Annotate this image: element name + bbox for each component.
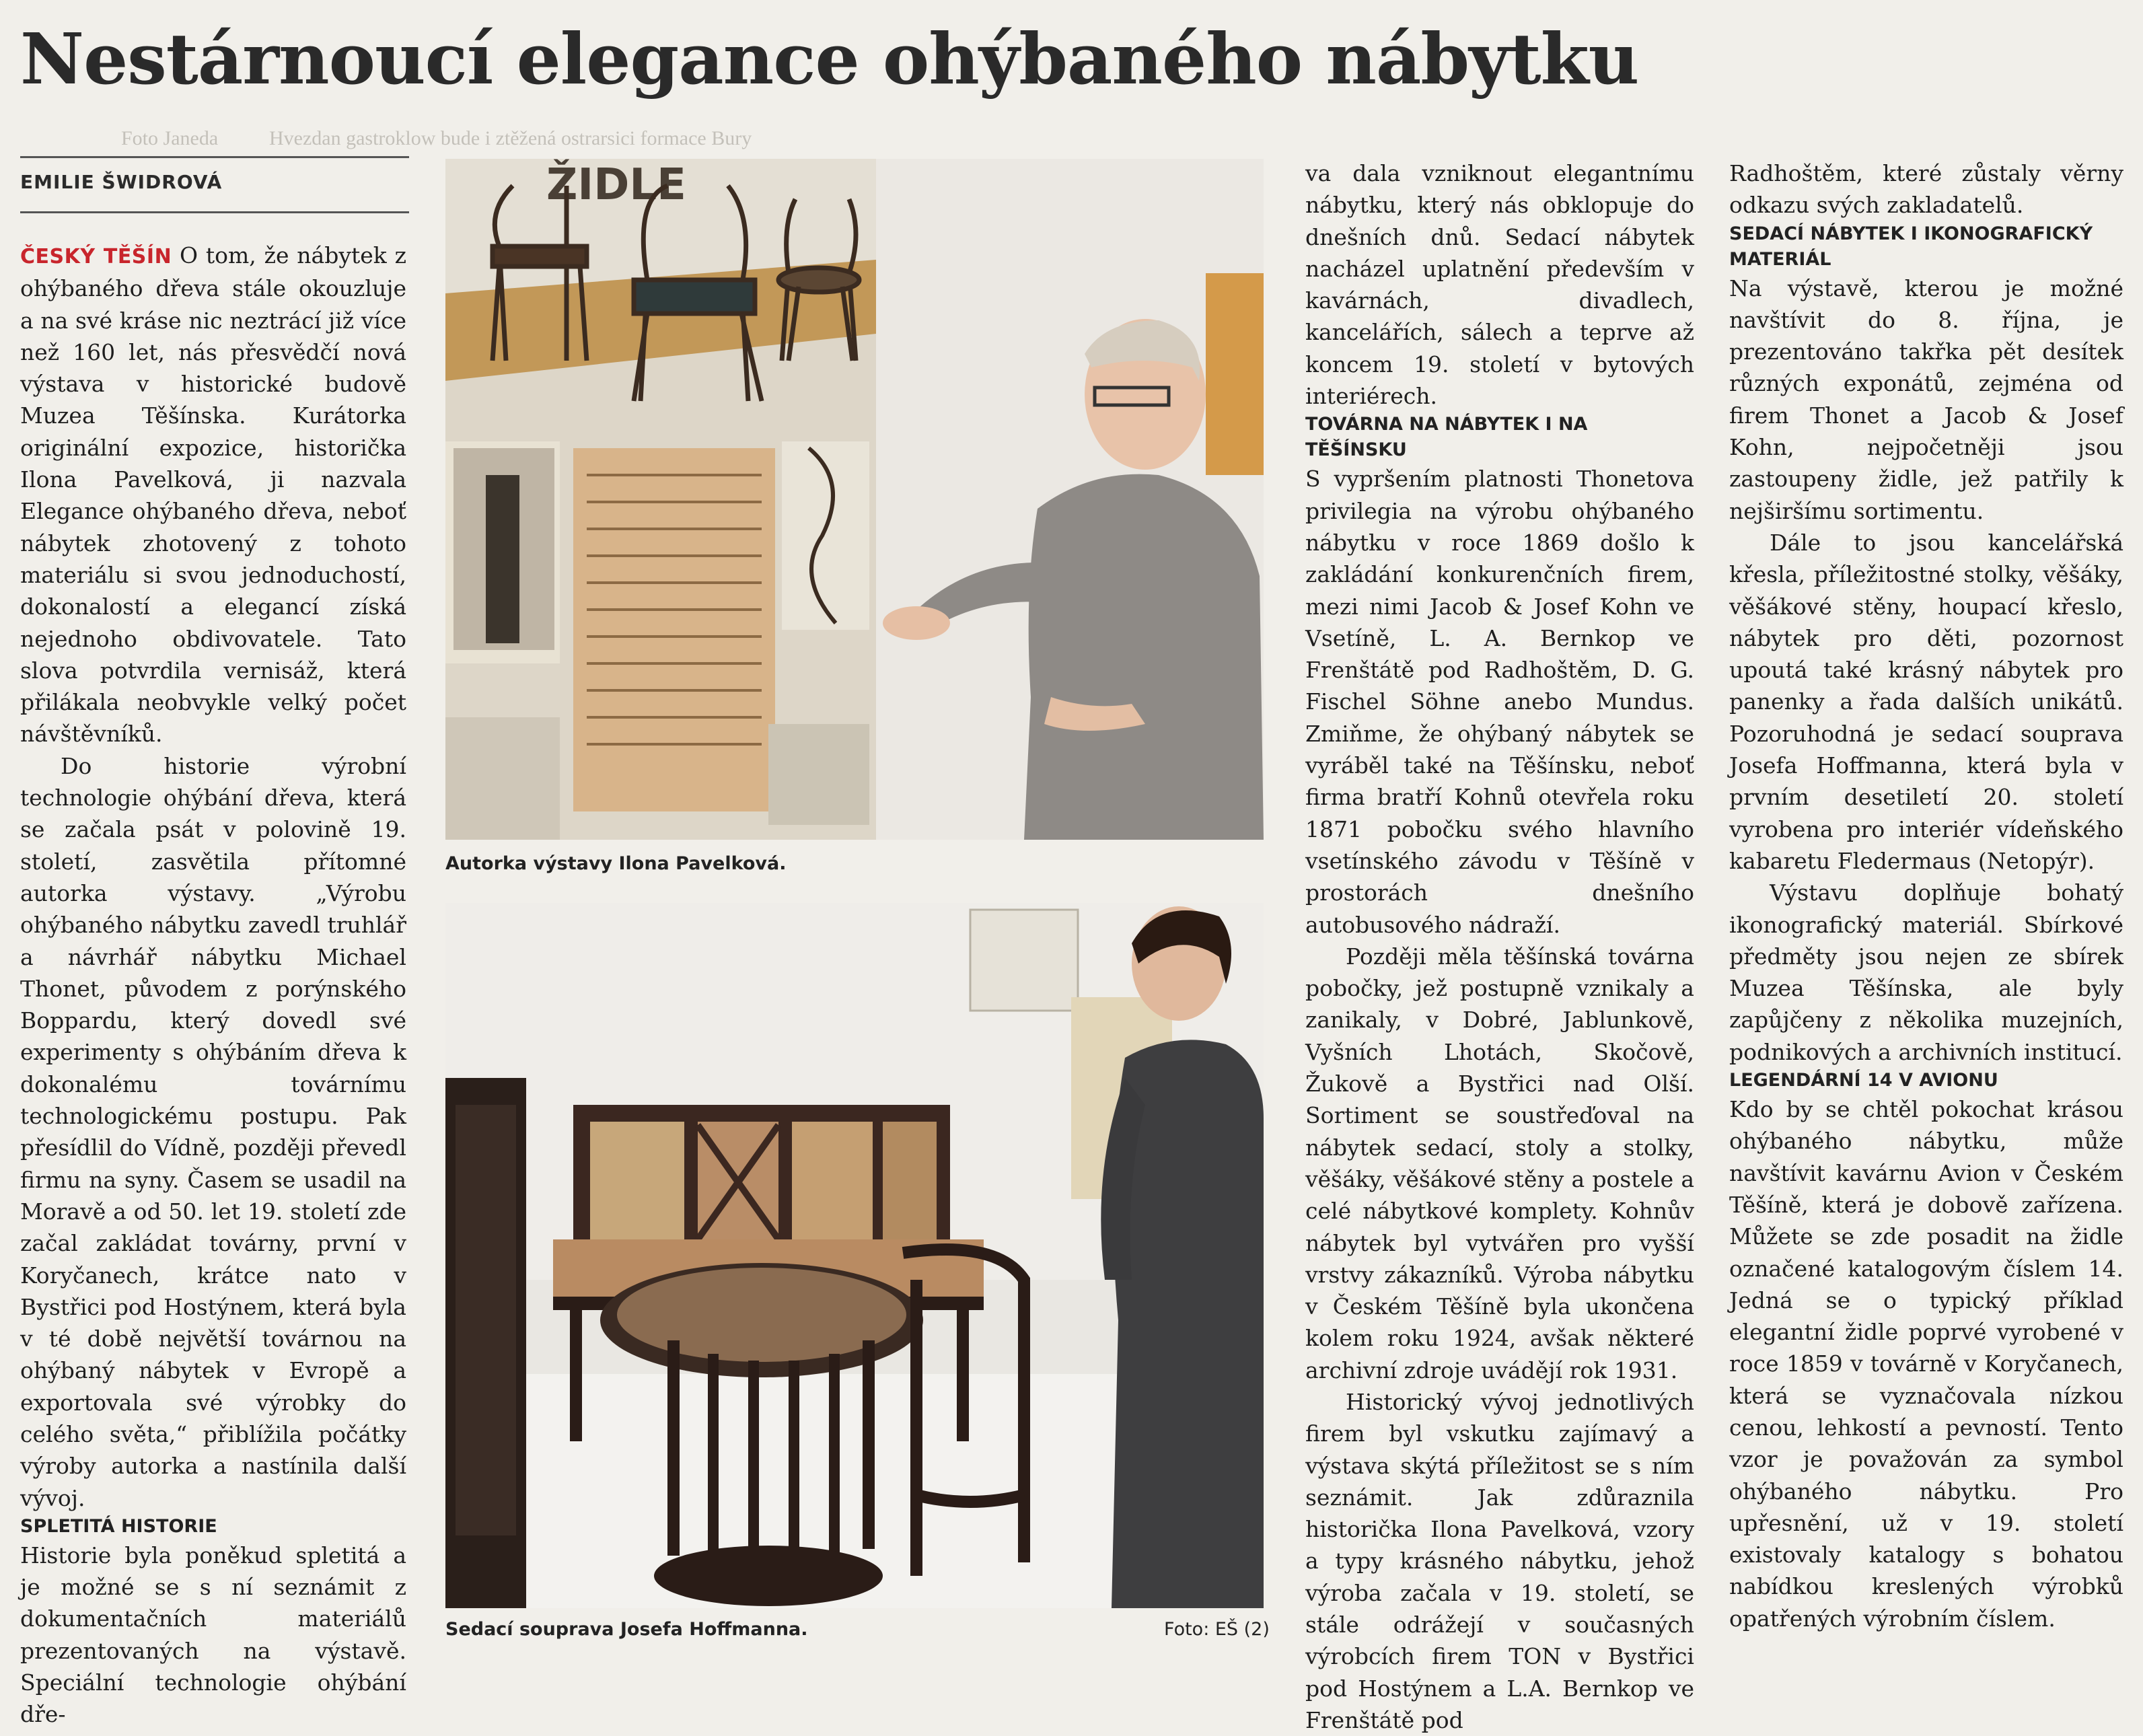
paragraph: Později měla těšínská továrna pobočky, jež postupně vznikaly a zanikaly, v Dobré, Jablunkově, Vyšních Lhotách, Skočově, Žukově a Bystřici nad Olší. Sortiment se soustřeďoval na nábytek sedací, stoly a stolky, věšáky, věšákové stěny a postele a celé nábytkové komplety. Kohnův nábytek byl vytvářen pro vyšší vrstvy zákazníků. Výroba nábytku v Českém Těšíně byla ukončena kolem roku 1924, avšak některé archivní zdroje uvádějí rok 1931.: [1305, 943, 1694, 1383]
subhead-tovarna: TOVÁRNA NA NÁBYTEK I NA TĚŠÍNSKU: [1305, 414, 1588, 461]
paragraph: S vypršením platnosti Thonetova privilegia na výrobu ohýbaného nábytku v roce 1869 došlo k zakládání konkurenčních firem, mezi nimi Jacob & Josef Kohn ve Vsetíně, L. A. Bernkop ve Frenštátě pod Radhoštěm, D. G. Fischel Söhne anebo Mundus. Zmiňme, že ohýbaný nábytek se vyráběl také na Těšínsku, neboť firma bratří Kohnů otevřela roku 1871 pobočku svého hlavního vsetínského závodu v Těšíně v prostorách dnešního autobusového nádraží.: [1305, 466, 1694, 938]
subhead-spletita-historie: SPLETITÁ HISTORIE: [20, 1515, 217, 1537]
paragraph: Na výstavě, kterou je možné navštívit do 8. října, je prezentováno takřka pět desítek různých exponátů, zejména od firem Thonet a Jacob & Josef Kohn, nejpočetněji jsou zastoupeny židle, jež patřily k nejširšímu sortimentu.: [1729, 275, 2123, 524]
poster-title: ŽIDLE: [546, 160, 686, 210]
photo-curator: [445, 159, 1264, 840]
paragraph: va dala vzniknout elegantnímu nábytku, který nás obklopuje do dnešních dnů. Sedací nábytek nacházel uplatnění především v kavárnách, divadlech, kancelářích, sálech a teprve až koncem 19. století v bytových interiérech.: [1305, 160, 1694, 410]
paragraph: Výstavu doplňuje bohatý ikonografický materiál. Sbírkové předměty jsou nejen ze sbírek Muzea Těšínska, ale byly zapůjčeny z několika muzejních, podnikových a archivních institucí.: [1729, 879, 2123, 1065]
article-column-3: [1305, 157, 1694, 1733]
paragraph: Dále to jsou kancelářská křesla, příležitostné stolky, věšáky, věšákové stěny, houpací křeslo, nábytek pro děti, pozornost upoutá také krásný nábytek pro panenky a řada dalších unikátů. Pozoruhodná je sedací souprava Josefa Hoffmanna, která byla v prvním desetiletí 20. století vyrobena pro interiér vídeňského kabaretu Fledermaus (Netopýr).: [1729, 529, 2123, 874]
show-through-top-credit: Foto Janeda: [121, 127, 219, 149]
photo-credit: Foto: EŠ (2): [1164, 1619, 1270, 1640]
paragraph: Historie byla poněkud spletitá a je možné se s ní seznámit z dokumentačních materiálů prezentovaných na výstavě. Speciální technologie ohýbání dře-: [20, 1542, 406, 1728]
article-column-4: [1729, 157, 2123, 1655]
headline: Nestárnoucí elegance ohýbaného nábytku: [20, 17, 1639, 100]
paragraph: Radhoštěm, které zůstaly věrny odkazu svých zakladatelů.: [1729, 160, 2123, 219]
article-column-1: [20, 240, 406, 1728]
paragraph: Do historie výrobní technologie ohýbání dřeva, která se začala psát v polovině 19. století, zasvětila přítomné autorka výstavy. „Výrobu ohýbaného nábytku zavedl truhlář a návrhář nábytku Michael Thonet, původem z porýnského Boppardu, který dovedl své experimenty s ohýbáním dřeva k dokonalému továrnímu technologickému postupu. Pak přesídlil do Vídně, později převedl firmu na syny. Časem se usadil na Moravě a od 50. let 19. století zde začal zakládat továrny, první v Koryčanech, krátce nato v Bystřici pod Hostýnem, která byla v té době největší továrnou na ohýbaný nábytek v Evropě a exportovala své výrobky do celého světa,“ přiblížila počátky výroby autorka a nastínila další vývoj.: [20, 752, 406, 1511]
subhead-legendarni-14: LEGENDÁRNÍ 14 V AVIONU: [1729, 1070, 1998, 1091]
paragraph: Kdo by se chtěl pokochat krásou ohýbaného nábytku, může navštívit kavárnu Avion v Českém Těšíně, která je dobově zařízena. Můžete se zde posadit na židle označené katalogovým číslem 14. Jedná se o typický příklad elegantní židle poprvé vyrobené v roce 1859 v továrně v Koryčanech, která se vyznačovala nízkou cenou, lehkostí a pevností. Tento vzor je považován za symbol ohýbaného nábytku. Pro upřesnění, už v 19. století existovaly katalogy s bohatou nabídkou kreslených výrobků opatřených výrobním číslem.: [1729, 1096, 2123, 1632]
subhead-sedaci-nabytek: SEDACÍ NÁBYTEK I IKONOGRAFICKÝ MATERIÁL: [1729, 223, 2093, 270]
dateline: ČESKÝ TĚŠÍN: [20, 245, 172, 268]
lead-paragraph: ČESKÝ TĚŠÍN O tom, že nábytek z ohýbaného dřeva stále okouzluje a na své kráse nic neztrácí již více než 160 let, nás přesvědčí nová výstava v historické budově Muzea Těšínska. Kurátorka originální expozice, historička Ilona Pavelková, ji nazvala Elegance ohýbaného dřeva, neboť nábytek zhotovený z tohoto materiálu si svou jednoduchostí, dokonalostí a elegancí získá nejednoho obdivovatele. Tato slova potvrdila vernisáž, která přilákala neobvykle velký počet návštěvníků.: [20, 242, 406, 748]
photo-hoffmann-seating: [445, 903, 1264, 1608]
show-through-top-caption: Hvezdan gastroklow bude i ztěžená ostrarsici formace Bury: [269, 127, 752, 149]
author-byline: EMILIE ŠWIDROVÁ: [20, 171, 223, 193]
byline-rule-bottom: [20, 211, 409, 213]
byline-rule-top: [20, 156, 409, 158]
photo-caption-curator: Autorka výstavy Ilona Pavelková.: [445, 853, 787, 874]
photo-caption-hoffmann: Sedací souprava Josefa Hoffmanna.: [445, 1619, 808, 1640]
paragraph: Historický vývoj jednotlivých firem byl vskutku zajímavý a výstava skýtá příležitost se s ním seznámit. Jak zdůraznila historička Ilona Pavelková, vzory a typy krásného nábytku, jehož výroba začala v 19. století, se stále odrážejí v současných výrobcích firem TON v Bystřici pod Hostýnem a L.A. Bernkop ve Frenštátě pod: [1305, 1388, 1694, 1733]
